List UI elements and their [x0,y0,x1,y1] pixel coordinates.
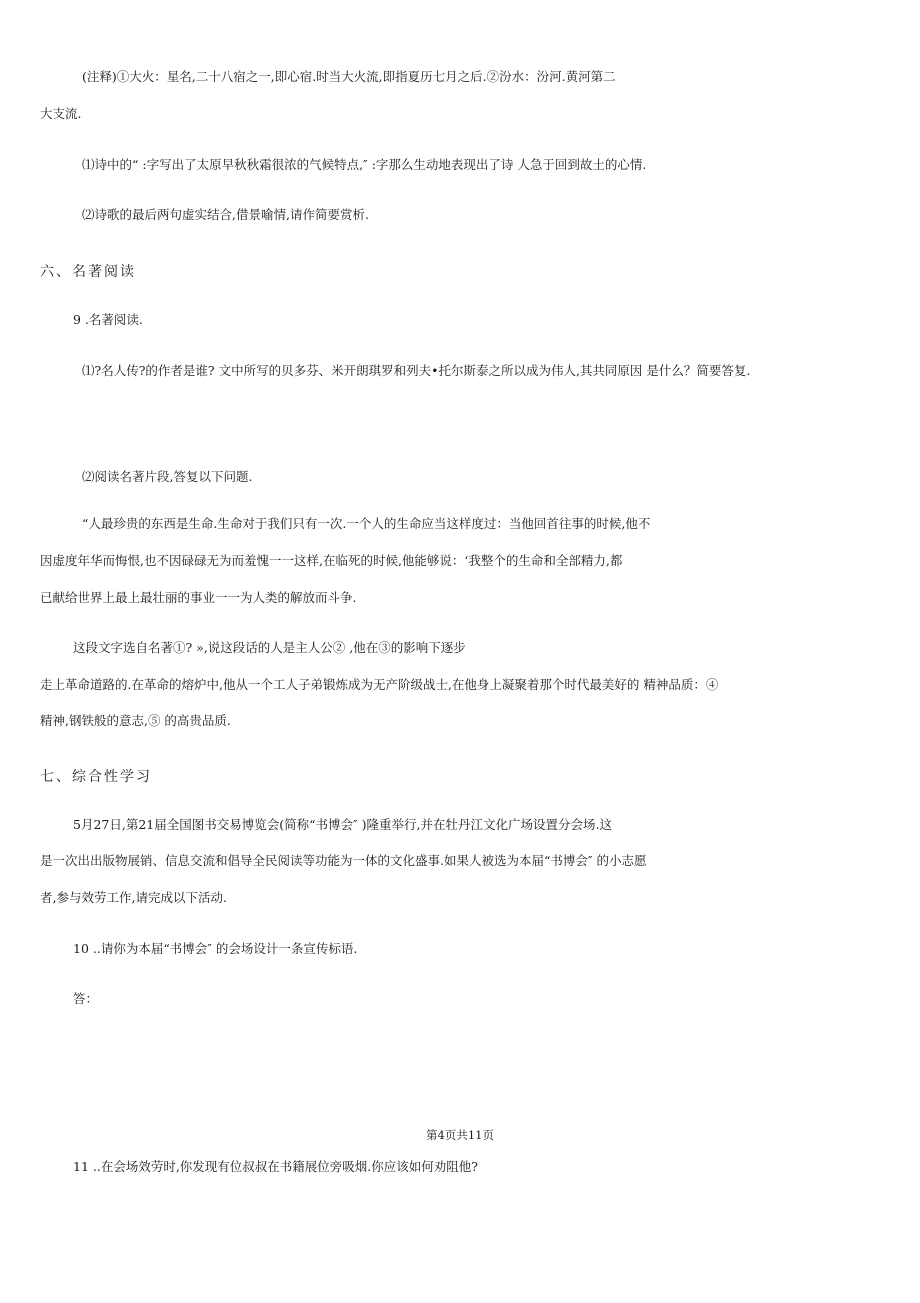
q9-sub-question-2: ⑵阅读名著片段,答复以下问题. [82,469,253,484]
section-heading-comprehensive-learning: 七、综合性学习 [40,769,152,785]
quote-line-2: 因虚度年华而悔恨,也不因碌碌无为而羞愧一一这样,在临死的时候,他能够说：‘我整个的生命和全部精力,都 [40,553,623,568]
q10-answer-label: 答： [73,991,99,1006]
book-fair-intro-line-2: 是一次出出版物展销、信息交流和倡导全民阅读等功能为一体的文化盛事.如果人被选为本届“书博会″ 的小志愿 [40,853,647,868]
q8-sub-question-1: ⑴诗中的“ :字写出了太原早秋秋霜很浓的气候特点,″ :字那么生动地表现出了诗 人急于回到故土的心情. [82,157,647,172]
q11-prompt: 11 ..在会场效劳时,你发现有位叔叔在书籍展位旁吸烟.你应该如何劝阻他? [73,1159,478,1174]
book-fair-intro-line-3: 者,参与效劳工作,请完成以下活动. [40,890,227,905]
q10-prompt: 10 ..请你为本届“书博会″ 的会场设计一条宣传标语. [73,941,358,956]
quote-line-3: 已献给世界上最上最壮丽的事业一一为人类的解放而斗争. [40,590,357,605]
q9-sub-question-1: ⑴?名人传?的作者是谁? 文中所写的贝多芬、米开朗琪罗和列夫•托尔斯泰之所以成为伟人,其共同原因 是什么？简要答复. [82,363,751,378]
q8-sub-question-2: ⑵诗歌的最后两句虚实结合,借景喻情,请作简要赏析. [82,207,369,222]
q9-title: 9 .名著阅读. [73,312,143,327]
book-fair-intro-line-1: 5月27日,第21届全国图书交易博览会(简称“书博会″ )隆重举行,并在牡丹江文化广场设置分会场.这 [73,817,612,832]
annotation-line-2: 大支流. [40,106,82,121]
fill-in-paragraph-line-3: 精神,钢铁般的意志,⑤ 的高贵品质. [40,713,231,728]
fill-in-paragraph-line-1: 这段文字选自名著①? »,说这段话的人是主人公② ,他在③的影响下逐步 [73,640,466,655]
quote-line-1: “人最珍贵的东西是生命.生命对于我们只有一次.一个人的生命应当这样度过：当他回首往事的时候,他不 [82,516,651,531]
page-footer: 第4页共11页 [426,1128,494,1142]
section-heading-famous-works: 六、名著阅读 [40,264,136,280]
annotation-line-1: (注释)①大火：星名,二十八宿之一,即心宿.时当大火流,即指夏历七月之后.②汾水：汾河.黄河第二 [82,69,616,84]
fill-in-paragraph-line-2: 走上革命道路的.在革命的熔炉中,他从一个工人子弟锻炼成为无产阶级战士,在他身上凝聚着那个时代最美好的 精神品质：④ [40,677,719,692]
